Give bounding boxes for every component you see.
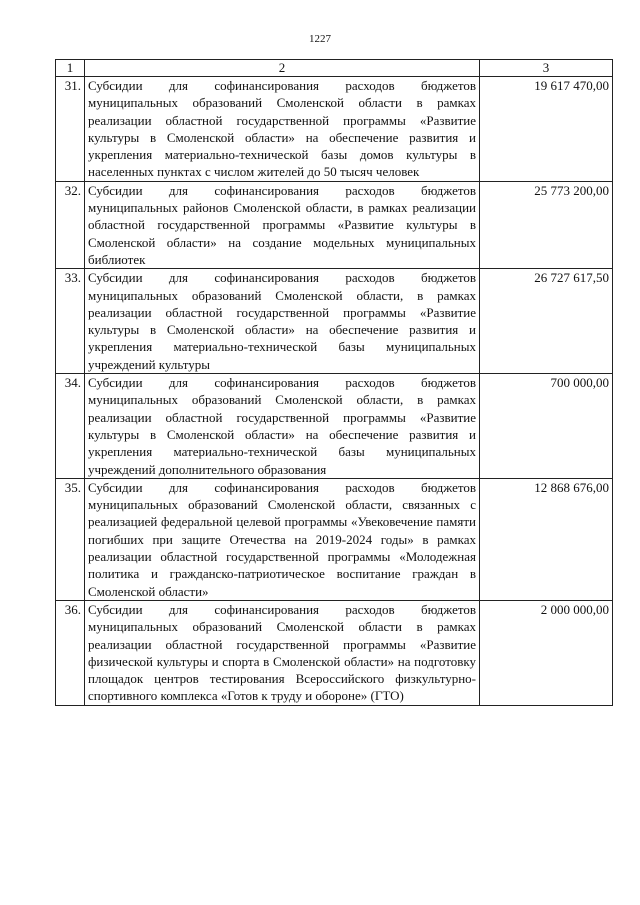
table-row: [56, 478, 613, 600]
row-amount: 19 617 470,00: [480, 77, 613, 182]
row-amount: 2 000 000,00: [480, 600, 613, 705]
row-amount: 12 868 676,00: [480, 478, 613, 600]
row-description: Субсидии для софинансирования расходов бюджетов муниципальных образований Смоленской области, в рамках реализации областной государственной программы «Развитие культуры в Смоленской области» на обеспечение развития и укрепления материально-технической базы муниципальных учреждений дополнительного образования: [85, 374, 480, 479]
table-row: [56, 181, 613, 268]
row-description: Субсидии для софинансирования расходов бюджетов муниципальных образований Смоленской области, в рамках реализации областной государственной программы «Развитие культуры в Смоленской области» на обеспечение развития и укрепления материально-технической базы муниципальных учреждений культуры: [85, 269, 480, 374]
row-number: 35.: [56, 478, 85, 600]
row-amount: 25 773 200,00: [480, 181, 613, 268]
table-row: [56, 77, 613, 182]
blank-page-area: [0, 800, 640, 900]
row-number: 32.: [56, 181, 85, 268]
column-header-amount: 3: [480, 60, 613, 77]
table-header-row: [56, 60, 613, 77]
row-number: 36.: [56, 600, 85, 705]
column-header-description: 2: [85, 60, 480, 77]
row-amount: 700 000,00: [480, 374, 613, 479]
table-row: [56, 374, 613, 479]
column-header-number: 1: [56, 60, 85, 77]
row-number: 34.: [56, 374, 85, 479]
budget-table: [55, 59, 613, 706]
row-description: Субсидии для софинансирования расходов бюджетов муниципальных образований Смоленской области, связанных с реализацией федеральной целевой программы «Увековечение памяти погибших при защите Отечества на 2019-2024 годы» в рамках реализации областной государственной программы «Молодежная политика и гражданско-патриотическое воспитание граждан в Смоленской области»: [85, 478, 480, 600]
row-amount: 26 727 617,50: [480, 269, 613, 374]
row-number: 33.: [56, 269, 85, 374]
row-description: Субсидии для софинансирования расходов бюджетов муниципальных образований Смоленской области в рамках реализации областной государственной программы «Развитие физической культуры и спорта в Смоленской области» на подготовку площадок центров тестирования Всероссийского физкультурно-спортивного комплекса «Готов к труду и обороне» (ГТО): [85, 600, 480, 705]
row-number: 31.: [56, 77, 85, 182]
table-row: [56, 600, 613, 705]
table-row: [56, 269, 613, 374]
row-description: Субсидии для софинансирования расходов бюджетов муниципальных районов Смоленской области, в рамках реализации областной государственной программы «Развитие культуры в Смоленской области» на создание модельных муниципальных библиотек: [85, 181, 480, 268]
row-description: Субсидии для софинансирования расходов бюджетов муниципальных образований Смоленской области в рамках реализации областной государственной программы «Развитие культуры в Смоленской области» на обеспечение развития и укрепления материально-технической базы домов культуры в населенных пунктах с числом жителей до 50 тысяч человек: [85, 77, 480, 182]
page-number: 1227: [309, 33, 331, 45]
